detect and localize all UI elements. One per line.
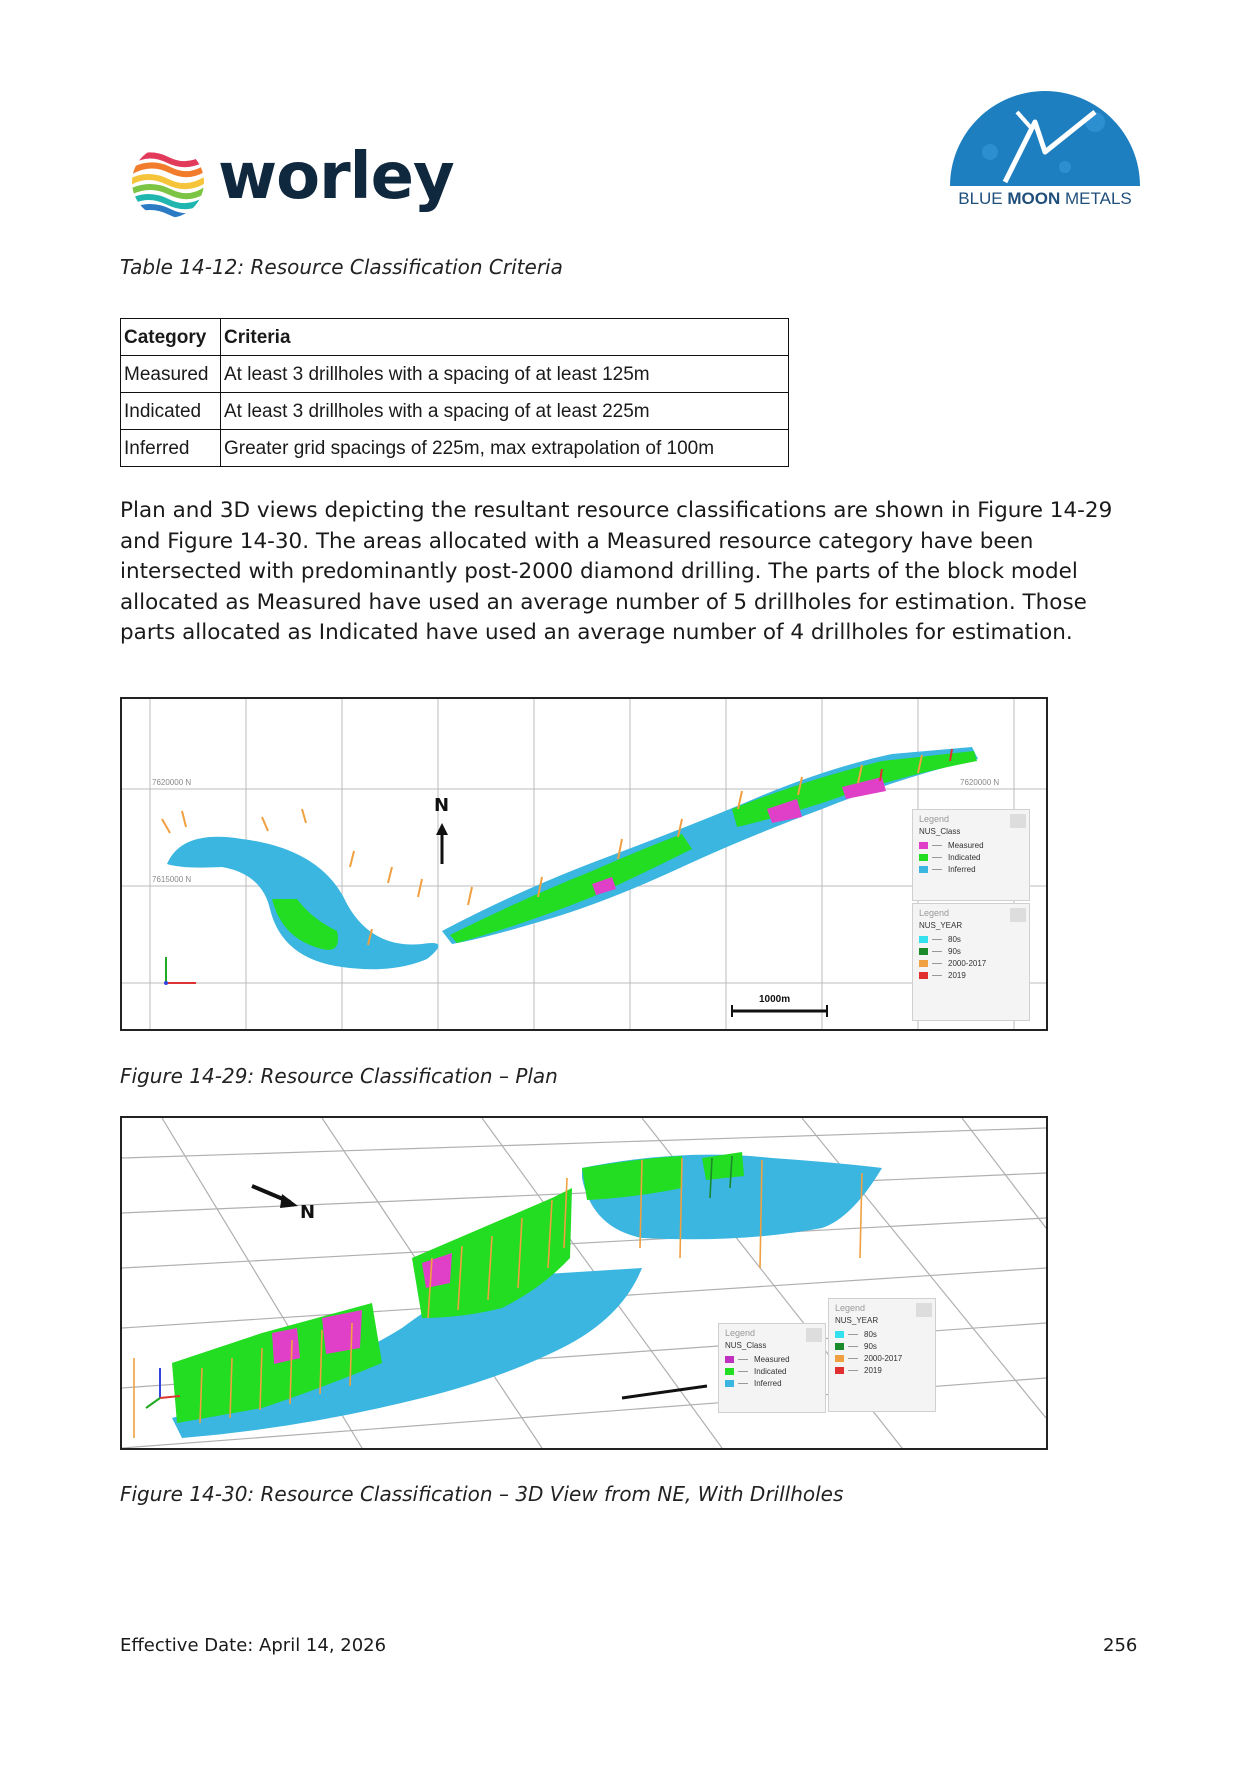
figure-3d-caption: Figure 14-30: Resource Classification – 3D View from NE, With Drillholes (120, 1482, 844, 1506)
legend-item: Indicated (725, 1366, 819, 1377)
cell-criteria: At least 3 drillholes with a spacing of at least 125m (221, 356, 789, 393)
blue-moon-logo (945, 82, 1145, 222)
legend-scroll-icon (1010, 814, 1026, 828)
legend-item: 80s (835, 1329, 929, 1340)
plan-map-graphic (122, 699, 1046, 1029)
worley-wordmark: worley (218, 140, 454, 214)
table-header-row (121, 319, 789, 356)
legend-class (718, 1323, 826, 1413)
table-caption: Table 14-12: Resource Classification Criteria (120, 255, 563, 279)
legend-item: Inferred (725, 1378, 819, 1389)
legend-scroll-icon (916, 1303, 932, 1317)
classification-table (120, 318, 789, 467)
cell-category: Indicated (121, 393, 221, 430)
legend-item: 2019 (919, 970, 1023, 981)
legend-item: Indicated (919, 852, 1023, 863)
body-paragraph: Plan and 3D views depicting the resultant resource classifications are shown in Figure 14-29 and Figure 14-30. The areas allocated with a Measured resource category have been intersected with predominantly post-2000 diamond drilling. The parts of the block model allocated as Measured have used an average number of 5 drillholes for estimation. Those parts allocated as Indicated have used an average number of 4 drillholes for estimation. (120, 498, 1113, 645)
northing-label: 7620000 N (960, 778, 1000, 787)
table-row (121, 356, 789, 393)
footer-effective-date: Effective Date: April 14, 2026 (120, 1635, 387, 1656)
legend-item: Inferred (919, 864, 1023, 875)
cell-criteria: At least 3 drillholes with a spacing of at least 225m (221, 393, 789, 430)
legend-item: 2019 (835, 1365, 929, 1376)
table-row (121, 393, 789, 430)
page-number: 256 (1103, 1635, 1138, 1656)
scale-label: 1000m (759, 994, 791, 1005)
legend-item: 80s (919, 934, 1023, 945)
figure-3d-view (120, 1116, 1048, 1450)
figure-plan-map (120, 697, 1048, 1031)
cell-category: Measured (121, 356, 221, 393)
legend-year (912, 903, 1030, 1021)
header-category: Category (121, 319, 221, 356)
legend-item: 90s (835, 1341, 929, 1352)
cell-criteria: Greater grid spacings of 225m, max extrapolation of 100m (221, 430, 789, 467)
legend-field: NUS_Class (919, 827, 961, 836)
figure-plan-caption: Figure 14-29: Resource Classification – Plan (120, 1064, 558, 1088)
legend-item: 2000-2017 (919, 958, 1023, 969)
worley-logo (128, 138, 458, 228)
legend-item: 90s (919, 946, 1023, 957)
north-label: N (300, 1202, 316, 1223)
legend-field: NUS_YEAR (835, 1316, 879, 1325)
legend-field: NUS_Class (725, 1341, 767, 1350)
legend-title: Legend (919, 908, 950, 918)
northing-label: 7615000 N (152, 875, 192, 884)
legend-field: NUS_YEAR (919, 921, 963, 930)
northing-label: 7620000 N (152, 778, 192, 787)
legend-scroll-icon (806, 1328, 822, 1342)
header-criteria: Criteria (221, 319, 789, 356)
legend-year (828, 1298, 936, 1412)
legend-item: Measured (919, 840, 1023, 851)
legend-title: Legend (919, 814, 950, 824)
legend-item: Measured (725, 1354, 819, 1365)
worley-swirl-icon (128, 142, 208, 222)
north-label: N (434, 795, 450, 816)
legend-title: Legend (725, 1328, 756, 1338)
legend-title: Legend (835, 1303, 866, 1313)
legend-item: 2000-2017 (835, 1353, 929, 1364)
moon-icon (945, 82, 1145, 187)
blue-moon-wordmark: BLUE MOON METALS (958, 189, 1132, 208)
cell-category: Inferred (121, 430, 221, 467)
table-row (121, 430, 789, 467)
legend-scroll-icon (1010, 908, 1026, 922)
legend-class (912, 809, 1030, 901)
